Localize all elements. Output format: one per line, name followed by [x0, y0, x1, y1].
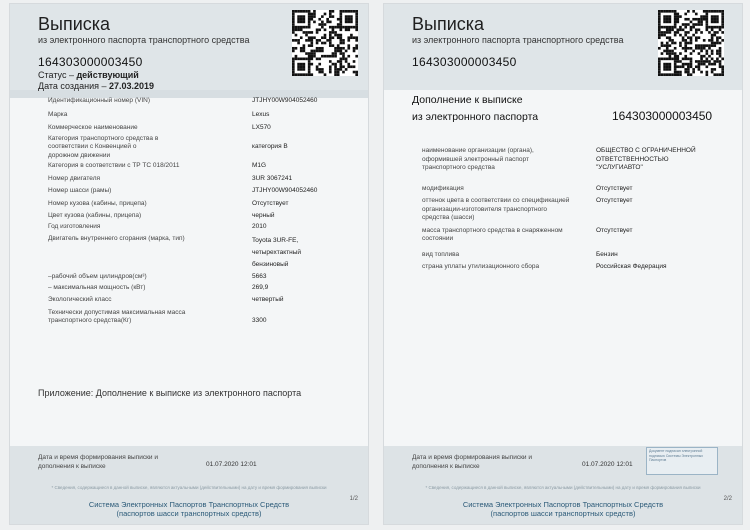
field-value: Бензин	[596, 250, 618, 258]
system-name-line2: (паспортов шасси транспортных средств)	[490, 509, 636, 518]
field-value: JTJHY00W904052460	[252, 97, 318, 104]
field-value: Отсутствует	[596, 197, 633, 204]
field-value: категория B	[252, 142, 288, 150]
vehicle-fields-table	[48, 97, 342, 326]
table-row	[422, 223, 706, 244]
footer-date-value: 01.07.2020 12:01	[206, 461, 257, 468]
qr-code-icon	[292, 10, 358, 76]
field-label: – максимальная мощность (кВт)	[48, 283, 146, 291]
table-row	[48, 305, 342, 326]
field-label: модификация	[422, 184, 464, 192]
field-label: Год изготовления	[48, 222, 101, 230]
field-label: Технически допустимая максимальная масса транспортного средства(Кг)	[48, 308, 186, 324]
table-row	[48, 106, 342, 120]
field-label: Идентификационный номер (VIN)	[48, 97, 150, 104]
status-line	[38, 70, 139, 80]
field-value: Отсутствует	[596, 184, 633, 192]
appendix-note: Приложение: Дополнение к выписке из электронного паспорта	[38, 388, 302, 398]
field-value: M1G	[252, 162, 267, 169]
addendum-heading-line1: Дополнение к выписке	[412, 94, 523, 106]
created-label: Дата создания –	[38, 81, 109, 91]
field-label: Номер кузова (кабины, прицепа)	[48, 199, 147, 207]
table-row	[48, 119, 342, 133]
field-label: Двигатель внутреннего сгорания (марка, тип)	[48, 235, 185, 242]
field-value: ОБЩЕСТВО С ОГРАНИЧЕННОЙ ОТВЕТСТВЕННОСТЬЮ "УСЛУГИАВТО"	[596, 147, 696, 171]
field-value: четвертый	[252, 296, 284, 303]
field-label: Категория транспортного средства в соответствии с Конвенцией о дорожном движении	[48, 134, 159, 159]
status-value: действующий	[76, 70, 139, 80]
addendum-fields-table	[422, 147, 706, 272]
created-line	[38, 81, 154, 91]
footer-note: * Сведения, содержащиеся в данной выписке, являются актуальными (действительными) на дату и время формирования выписки	[51, 485, 327, 490]
field-value: Российская Федерация	[596, 263, 667, 270]
system-name-line1: Система Электронных Паспортов Транспортных Средств	[462, 500, 664, 509]
field-label: оттенок цвета в соответствии со спецификацией организации-изготовителя транспортного средства (шасси)	[422, 197, 570, 221]
document-page-1	[9, 3, 369, 525]
table-row	[48, 208, 342, 221]
status-label: Статус –	[38, 70, 77, 80]
system-name-line1: Система Электронных Паспортов Транспортных Средств	[88, 500, 290, 509]
document-number: 164303000003450	[38, 55, 143, 69]
addendum-heading	[412, 92, 538, 126]
field-value: 5663	[252, 273, 267, 280]
footer-date-value: 01.07.2020 12:01	[582, 461, 633, 468]
table-row	[422, 147, 706, 173]
footer-date-label: Дата и время формирования выписки и дополнения к выписке	[38, 454, 158, 470]
field-value: Lexus	[252, 110, 270, 118]
field-value: LX570	[252, 124, 271, 131]
footer-date-label: Дата и время формирования выписки и дополнения к выписке	[412, 454, 532, 470]
addendum-heading-line2: из электронного паспорта	[412, 111, 539, 123]
field-value: JTJHY00W904052460	[252, 187, 318, 194]
field-label: Экологический класс	[48, 296, 112, 303]
field-label: страна уплаты утилизационного сбора	[422, 263, 540, 270]
field-label: Номер двигателя	[48, 174, 101, 182]
table-row	[422, 193, 706, 223]
addendum-number: 164303000003450	[612, 109, 713, 123]
page-number: 2/2	[723, 496, 732, 502]
document-title: Выписка	[38, 14, 111, 34]
document-subtitle: из электронного паспорта транспортного средства	[38, 35, 250, 45]
table-row	[48, 231, 342, 271]
field-label: –рабочий объем цилиндров(см³)	[48, 273, 147, 280]
field-value: 269,9	[252, 283, 269, 291]
table-row	[48, 97, 342, 106]
field-value: 3300	[252, 316, 267, 324]
created-value: 27.03.2019	[109, 81, 155, 91]
table-row	[48, 271, 342, 282]
document-number: 164303000003450	[412, 55, 517, 69]
table-row	[48, 196, 342, 209]
table-row	[48, 160, 342, 171]
field-label: Номер шасси (рамы)	[48, 187, 112, 194]
stamp-text: Документ подписан электронной подписью Системы Электронных Паспортов	[649, 449, 704, 462]
table-row	[48, 292, 342, 305]
field-label: наименование организации (органа), оформившей электронный паспорт транспортного средства	[422, 147, 534, 171]
table-row	[48, 183, 342, 196]
table-row	[48, 282, 342, 293]
system-name	[414, 500, 712, 518]
table-row	[422, 259, 706, 272]
field-label: вид топлива	[422, 250, 460, 258]
page-number: 1/2	[349, 496, 358, 502]
qr-code-icon	[658, 10, 724, 76]
field-value: 3UR 3067241	[252, 174, 293, 182]
table-row	[48, 133, 342, 161]
document-page-2	[383, 3, 743, 525]
document-subtitle: из электронного паспорта транспортного средства	[412, 35, 624, 45]
document-title: Выписка	[412, 14, 485, 34]
field-label: Марка	[48, 110, 68, 118]
field-label: масса транспортного средства в снаряженном состоянии	[422, 226, 563, 242]
table-row	[48, 221, 342, 232]
footer-note: * Сведения, содержащиеся в данной выписке, являются актуальными (действительными) на дату и время формирования выписки	[425, 485, 701, 490]
field-label: Категория в соответствии с ТР ТС 018/2011	[48, 162, 180, 169]
table-row	[48, 171, 342, 184]
table-row	[422, 173, 706, 194]
field-value: 2010	[252, 222, 267, 230]
field-label: Коммерческое наименование	[48, 124, 138, 131]
field-value: Отсутствует	[596, 226, 633, 234]
signature-stamp-icon	[646, 447, 718, 475]
system-name-line2: (паспортов шасси транспортных средств)	[116, 509, 262, 518]
field-value: черный	[252, 212, 275, 219]
field-value: Toyota 3UR-FE, четырехтактный бензиновый	[252, 237, 302, 268]
system-name	[40, 500, 338, 518]
table-row	[422, 244, 706, 260]
field-label: Цвет кузова (кабины, прицепа)	[48, 212, 142, 219]
field-value: Отсутствует	[252, 199, 289, 207]
